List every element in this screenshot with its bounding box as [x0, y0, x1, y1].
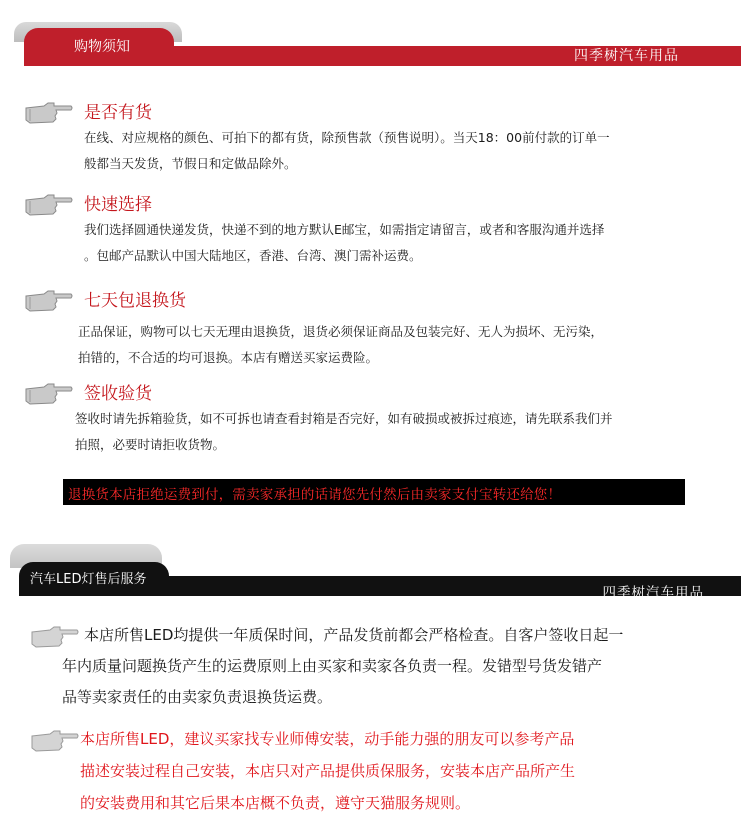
item-text-line: 拍照，必要时请拒收货物。 — [75, 437, 226, 452]
item-title: 七天包退换货 — [84, 291, 186, 311]
pointing-hand-icon — [24, 381, 74, 407]
paragraph-line: 本店所售LED均提供一年质保时间，产品发货前都会严格检查。自客户签收日起一 — [84, 626, 624, 644]
pointing-hand-icon — [30, 624, 80, 650]
item-text-line: 般都当天发货，节假日和定做品除外。 — [84, 156, 297, 171]
section1-title: 购物须知 — [74, 39, 130, 55]
item-text-line: 签收时请先拆箱验货，如不可拆也请查看封箱是否完好，如有破损或被拆过痕迹，请先联系我们并 — [75, 411, 613, 426]
section2-title: 汽车LED灯售后服务 — [30, 572, 147, 587]
paragraph-line: 年内质量问题换货产生的运费原则上由买家和卖家各负责一程。发错型号货发错产 — [62, 657, 603, 675]
pointing-hand-icon — [24, 100, 74, 126]
item-title: 签收验货 — [84, 384, 152, 404]
pointing-hand-icon — [30, 728, 80, 754]
section1-header — [0, 0, 750, 70]
notice-text: 退换货本店拒绝运费到付，需卖家承担的话请您先付然后由卖家支付宝转还给您！ — [68, 487, 562, 503]
pointing-hand-icon — [24, 288, 74, 314]
section2-brand: 四季树汽车用品 — [602, 585, 704, 601]
item-text-line: 在线、对应规格的颜色、可拍下的都有货，除预售款（预售说明）。当天18：00前付款的订单一 — [84, 130, 610, 145]
paragraph-line: 的安装费用和其它后果本店概不负责，遵守天猫服务规则。 — [80, 794, 471, 812]
return-policy-notice — [63, 479, 685, 505]
section1-brand: 四季树汽车用品 — [574, 48, 679, 64]
section2-header — [0, 540, 750, 600]
item-text-line: 我们选择圆通快递发货，快递不到的地方默认E邮宝，如需指定请留言，或者和客服沟通并选择 — [84, 222, 605, 237]
paragraph-line: 品等卖家责任的由卖家负责退换货运费。 — [62, 688, 333, 706]
paragraph-line: 描述安装过程自己安装，本店只对产品提供质保服务，安装本店产品所产生 — [80, 762, 576, 780]
item-text-line: 。包邮产品默认中国大陆地区，香港、台湾、澳门需补运费。 — [84, 248, 422, 263]
item-text-line: 拍错的，不合适的均可退换。本店有赠送买家运费险。 — [78, 350, 379, 365]
pointing-hand-icon — [24, 192, 74, 218]
paragraph-line: 本店所售LED，建议买家找专业师傅安装，动手能力强的朋友可以参考产品 — [80, 730, 575, 748]
item-title: 快速选择 — [84, 195, 152, 215]
item-title: 是否有货 — [84, 103, 152, 123]
item-text-line: 正品保证，购物可以七天无理由退换货，退货必须保证商品及包装完好、无人为损坏、无污染， — [78, 324, 604, 339]
